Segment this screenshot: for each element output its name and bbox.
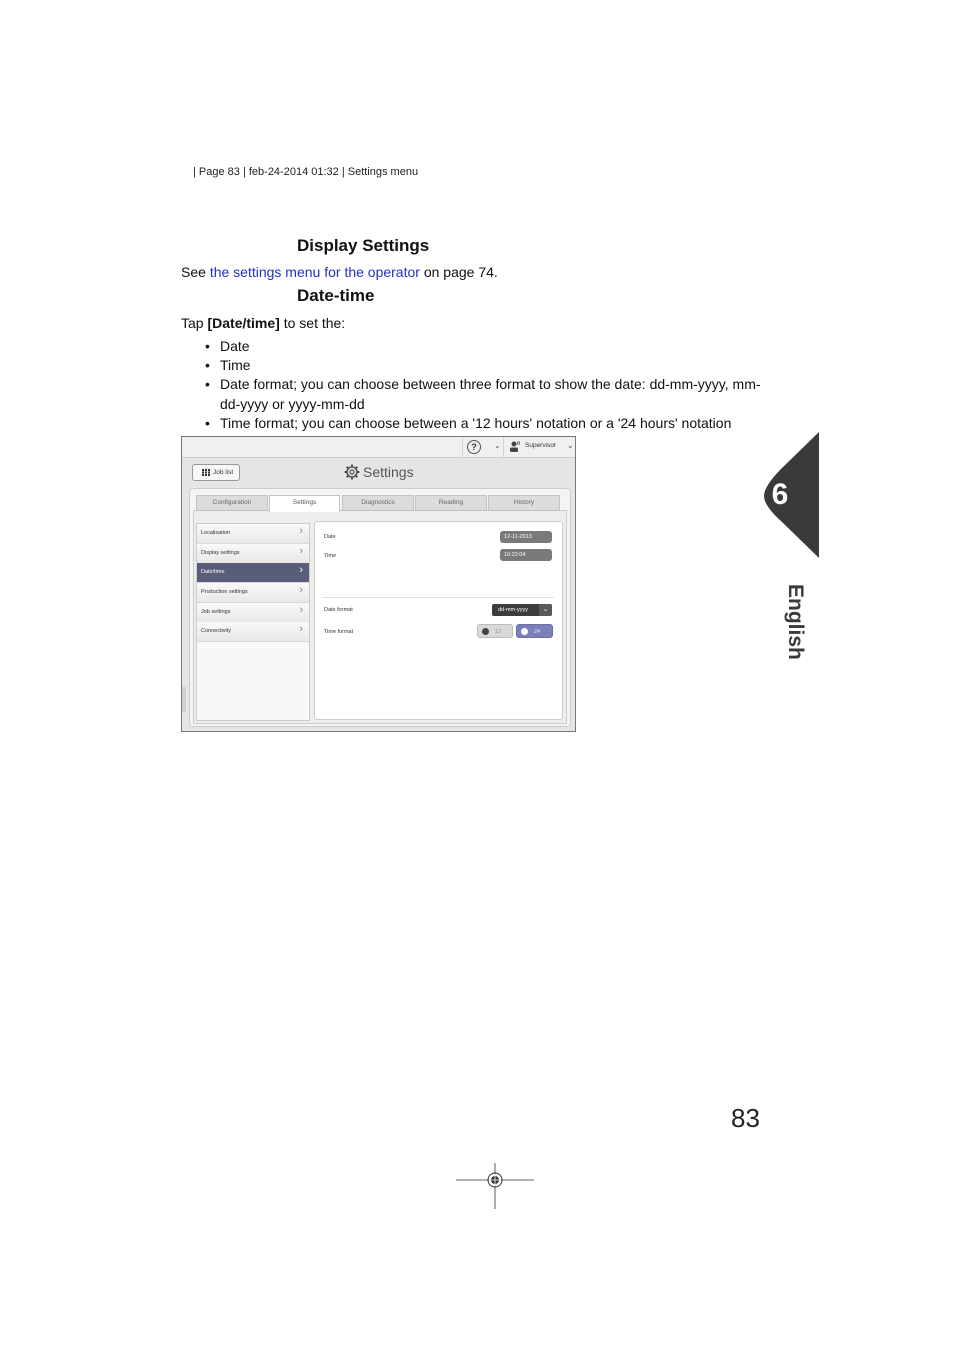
- page-header: | Page 83 | feb-24-2014 01:32 | Settings menu: [193, 166, 419, 178]
- date-format-dropdown[interactable]: [492, 604, 552, 616]
- chevron-down-icon[interactable]: ⌄: [567, 441, 574, 450]
- bullet-item: • Date format; you can choose between three format to show the date: dd-mm-yyyy, mm-dd-yyyy or yyyy-mm-dd: [205, 375, 765, 413]
- date-value[interactable]: 12-11-2013: [500, 531, 552, 543]
- radio-icon: [482, 628, 489, 635]
- date-time-intro: [181, 315, 345, 331]
- user-icon: [510, 441, 520, 452]
- chapter-number: 6: [771, 478, 789, 511]
- time-format-24-option[interactable]: [516, 624, 553, 638]
- chevron-right-icon: ›: [299, 564, 303, 576]
- page-number: 83: [731, 1103, 760, 1133]
- time-format-option-label: 24: [534, 629, 541, 635]
- radio-icon: [521, 628, 528, 635]
- time-value[interactable]: 10:22:04: [500, 549, 552, 561]
- registration-mark-icon: [456, 1159, 534, 1211]
- nav-item-label: Job settings: [201, 609, 231, 615]
- date-format-label: Date format: [324, 607, 353, 613]
- bullet-item: • Time: [205, 356, 765, 375]
- tab-reading[interactable]: Reading: [415, 495, 487, 511]
- scroll-strip: [182, 687, 186, 712]
- display-settings-heading: Display Settings: [297, 236, 430, 255]
- top-bar: [182, 437, 575, 458]
- tab-configuration[interactable]: Configuration: [196, 495, 268, 511]
- time-format-option-label: 12: [495, 629, 502, 635]
- chevron-right-icon: ›: [299, 604, 303, 616]
- see-prefix: See: [181, 264, 210, 280]
- divider: [322, 597, 554, 598]
- date-time-bullet-list: [205, 337, 765, 433]
- nav-item-localisation[interactable]: [197, 524, 309, 544]
- time-format-12-option[interactable]: [477, 624, 513, 638]
- tab-history[interactable]: History: [488, 495, 560, 511]
- tab-diagnostics[interactable]: Diagnostics: [342, 495, 414, 511]
- time-format-label: Time format: [324, 629, 354, 635]
- chevron-down-icon[interactable]: ⌄: [494, 441, 501, 450]
- chevron-down-icon: ⌄: [539, 604, 552, 616]
- settings-nav-list: [196, 523, 310, 721]
- language-label: English: [784, 584, 807, 660]
- bullet-item: • Date: [205, 337, 765, 356]
- chevron-right-icon: ›: [299, 623, 303, 635]
- nav-item-label: Connectivity: [201, 628, 231, 634]
- intro-suffix: to set the:: [279, 315, 346, 331]
- chevron-right-icon: ›: [299, 525, 303, 537]
- nav-item-label: Production settings: [201, 589, 248, 595]
- nav-item-job-settings[interactable]: [197, 603, 309, 623]
- job-list-button[interactable]: [192, 464, 240, 481]
- help-icon[interactable]: ?: [467, 440, 481, 454]
- nav-item-date-time[interactable]: [197, 563, 309, 583]
- see-suffix: on page 74.: [419, 264, 498, 280]
- nav-item-label: Localisation: [201, 530, 231, 536]
- date-label: Date: [324, 534, 336, 540]
- intro-prefix: Tap: [181, 315, 208, 331]
- user-label[interactable]: Supervisor: [525, 442, 557, 449]
- nav-item-production-settings[interactable]: [197, 583, 309, 603]
- screen-title: Settings: [363, 464, 414, 480]
- settings-screenshot: [181, 436, 576, 732]
- bullet-item: • Time format; you can choose between a '12 hours' notation or a '24 hours' notation: [205, 414, 765, 433]
- intro-bold: [Date/time]: [207, 315, 280, 331]
- grid-icon: [202, 469, 210, 476]
- nav-item-label: Display settings: [201, 550, 240, 556]
- job-list-label: Job list: [213, 469, 234, 476]
- chevron-right-icon: ›: [299, 545, 303, 557]
- tab-settings[interactable]: Settings: [269, 495, 340, 512]
- display-settings-reference: [181, 264, 498, 280]
- nav-item-label: Date/time: [201, 569, 225, 575]
- date-format-value: dd-mm-yyyy: [498, 607, 528, 613]
- nav-item-connectivity[interactable]: [197, 622, 309, 642]
- nav-item-display-settings[interactable]: [197, 544, 309, 564]
- settings-menu-link[interactable]: the settings menu for the operator: [209, 264, 420, 280]
- gear-icon: [344, 464, 360, 480]
- time-label: Time: [324, 553, 337, 559]
- date-time-heading: Date-time: [297, 286, 375, 305]
- chevron-right-icon: ›: [299, 584, 303, 596]
